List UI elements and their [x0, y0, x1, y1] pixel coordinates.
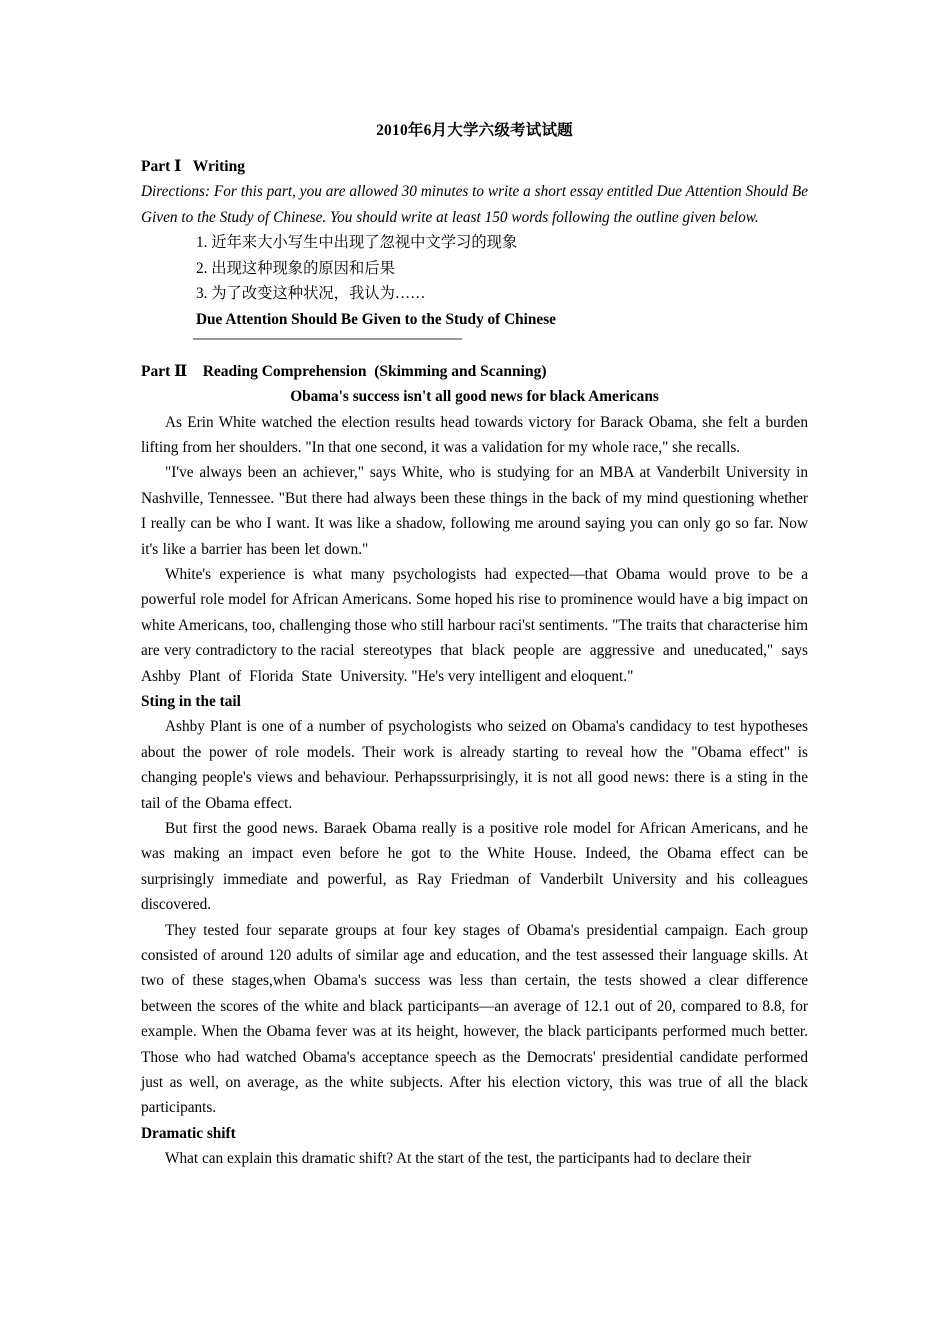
passage-paragraph: [141, 562, 808, 689]
part-1-directions: Directions: For this part, you are allowed 30 minutes to write a short essay entitled Due Attention Should Be Given to the Study of Chinese. You should write at least 150 words following the outline given below.: [141, 183, 808, 226]
list-item: 1. 近年来大小写生中出现了忽视中文学习的现象: [196, 234, 518, 251]
list-item: 3. 为了改变这种状况，我认为……: [196, 285, 426, 302]
section-heading-sting-in-the-tail: Sting in the tail: [141, 692, 241, 710]
section-heading-dramatic-shift: Dramatic shift: [141, 1124, 236, 1142]
passage-paragraph: "I've always been an achiever," says White, who is studying for an MBA at Vanderbilt University in Nashville, Tennessee. "But there had always been these things in the back of my mind questioning whether I really can be who I want. It was like a shadow, following me around saying you can only go so far. Now it's like a barrier has been let down.": [141, 464, 808, 558]
writing-outline-list: [141, 230, 808, 307]
paragraph-segment: White's experience is what many psychologists had expected—that Obama would prove to be a powerful role model for African Americans. Some hoped his rise to prominence would have a big impact on white Americans, too, challenging those who still harbour raci'st sentiments. "The traits that characterise him are very contradictory to the: [141, 565, 808, 660]
horizontal-rule: [193, 338, 462, 340]
part-2-heading: Part Ⅱ Reading Comprehension (Skimming and Scanning): [141, 363, 547, 380]
passage-paragraph: They tested four separate groups at four key stages of Obama's presidential campaign. Each group consisted of around 120 adults of similar age and education, and the test assessed their language skills. At two of these stages,when Obama's success was less than certain, the tests showed a clear difference between the scores of the white and black participants—an average of 12.1 out of 20, compared to 8.8, for example. When the Obama fever was at its height, however, the black participants performed much better. Those who had watched Obama's acceptance speech as the Democrats' presidential candidate performed just as well, on average, as the white subjects. After his election victory, this was true of all the black participants.: [141, 921, 808, 1117]
part-1-heading: Part Ⅰ Writing: [141, 158, 245, 175]
passage-paragraph: Ashby Plant is one of a number of psychologists who seized on Obama's candidacy to test hypotheses about the power of role models. Their work is already starting to reveal how the "Obama effect" is changing people's views and behaviour. Perhapssurprisingly, it is not all good news: there is a sting in the tail of the Obama effect.: [141, 718, 808, 812]
page-title: 2010年6月大学六级考试试题: [376, 122, 573, 139]
passage-paragraph: As Erin White watched the election results head towards victory for Barack Obama, she felt a burden lifting from her shoulders. "In that one second, it was a validation for my whole race," she recalls.: [141, 413, 808, 456]
paragraph-segment: "He's very intelligent and eloquent.": [407, 667, 634, 685]
passage-paragraph: But first the good news. Baraek Obama really is a positive role model for African Americans, and he was making an impact even before he got to the White House. Indeed, the Obama effect can be surprisingly immediate and powerful, as Ray Friedman of Vanderbilt University and his colleagues discovered.: [141, 820, 808, 914]
passage-paragraph: What can explain this dramatic shift? At the start of the test, the participants had to declare their: [165, 1150, 752, 1168]
essay-title: Due Attention Should Be Given to the Study of Chinese: [196, 310, 556, 328]
paragraph-segment-spaced: racial stereotypes that black people are aggressive and uneducated," says Ashby Plant of Florida State University.: [141, 642, 809, 685]
passage-title: Obama's success isn't all good news for black Americans: [290, 388, 659, 405]
divider-wrap: [141, 338, 808, 350]
list-item: 2. 出现这种现象的原因和后果: [196, 259, 395, 277]
